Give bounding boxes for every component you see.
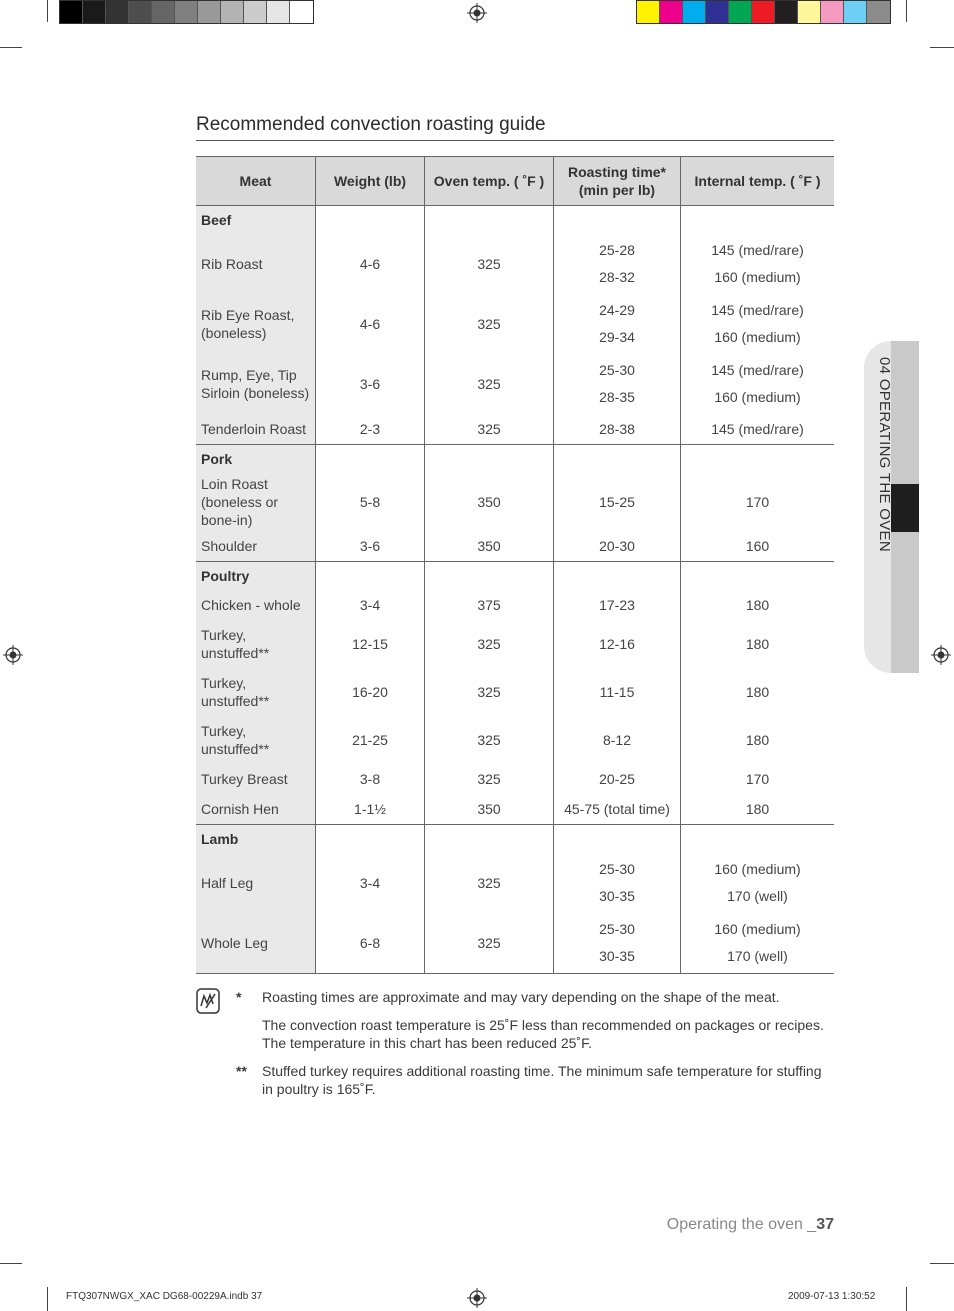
oven-temp-cell [425, 716, 554, 764]
meat-name: Rump, Eye, Tip Sirloin (boneless) [201, 367, 310, 401]
roasting-time-value: 30-35 [599, 888, 635, 904]
internal-temp-value: 170 [745, 494, 770, 510]
internal-temp-value: 180 [745, 597, 770, 613]
note-marker: * [236, 989, 242, 1005]
color-swatch [198, 1, 221, 23]
meat-cell [196, 794, 316, 825]
color-swatch [152, 1, 175, 23]
note-icon [196, 988, 220, 1014]
weight-cell [316, 531, 425, 562]
meat-name: Cornish Hen [201, 801, 279, 817]
empty-cell [425, 445, 554, 474]
roasting-time-cell [554, 473, 681, 531]
internal-temp-value: 160 [745, 538, 770, 554]
table-category-row [196, 562, 834, 591]
internal-temp-value: 145 (med/rare) [711, 421, 804, 437]
meat-cell [196, 294, 316, 354]
internal-temp-cell [681, 414, 835, 445]
roasting-time-value: 45-75 (total time) [564, 801, 670, 817]
color-swatch [267, 1, 290, 23]
internal-temp-cell [681, 794, 835, 825]
empty-cell [316, 445, 425, 474]
weight-cell [316, 414, 425, 445]
color-swatch [660, 1, 683, 23]
empty-cell [681, 445, 835, 474]
internal-temp-value: 170 (well) [727, 888, 788, 904]
internal-temp-value-stack [686, 856, 829, 910]
empty-cell [554, 562, 681, 591]
note-text: The convection roast temperature is 25˚F less than recommended on packages or recipes. The temperature in this chart has been reduced 25˚F. [262, 1017, 824, 1051]
oven-temp-value: 325 [477, 376, 501, 392]
internal-temp-value: 160 (medium) [714, 389, 801, 405]
header-weight: Weight (lb) [316, 157, 425, 206]
table-body [196, 206, 834, 974]
table-category-row [196, 825, 834, 854]
table-row [196, 473, 834, 531]
internal-temp-value: 145 (med/rare) [711, 362, 804, 378]
weight-cell [316, 354, 425, 414]
roasting-time-value: 20-30 [599, 538, 635, 554]
internal-temp-cell [681, 716, 835, 764]
oven-temp-value: 325 [477, 771, 501, 787]
meat-name: Turkey, unstuffed** [201, 627, 270, 661]
oven-temp-cell [425, 354, 554, 414]
table-row [196, 668, 834, 716]
internal-temp-cell [681, 913, 835, 974]
meat-name: Turkey, unstuffed** [201, 723, 270, 757]
registration-mark-icon [931, 645, 951, 665]
internal-temp-value: 160 (medium) [714, 921, 801, 937]
meat-name: Turkey Breast [201, 771, 288, 787]
meat-name: Loin Roast (boneless or bone-in) [201, 476, 279, 528]
roasting-time-value: 29-34 [599, 329, 635, 345]
empty-cell [681, 206, 835, 235]
roasting-time-value: 25-28 [599, 242, 635, 258]
roasting-time-value: 28-35 [599, 389, 635, 405]
roasting-time-value: 25-30 [599, 362, 635, 378]
color-swatch [867, 1, 890, 23]
roasting-time-value: 8-12 [602, 732, 632, 748]
category-name [196, 825, 316, 854]
oven-temp-cell [425, 473, 554, 531]
oven-temp-cell [425, 853, 554, 913]
meat-name: Turkey, unstuffed** [201, 675, 270, 709]
color-swatch [129, 1, 152, 23]
table-row [196, 531, 834, 562]
table-row [196, 414, 834, 445]
note-text: Stuffed turkey requires additional roasting time. The minimum safe temperature for stuffing in poultry is 165˚F. [262, 1063, 822, 1097]
weight-cell [316, 853, 425, 913]
title-divider [196, 140, 834, 141]
oven-temp-value: 350 [477, 801, 501, 817]
roasting-time-value-stack [559, 856, 675, 910]
roasting-time-cell [554, 234, 681, 294]
weight-value: 3-8 [359, 771, 381, 787]
empty-cell [316, 825, 425, 854]
meat-cell [196, 473, 316, 531]
color-swatch [775, 1, 798, 23]
meat-cell [196, 716, 316, 764]
color-swatch [60, 1, 83, 23]
crop-mark [930, 1263, 954, 1264]
section-tab-label: 04 OPERATING THE OVEN [876, 357, 893, 552]
meat-cell [196, 764, 316, 794]
empty-cell [425, 825, 554, 854]
oven-temp-value: 325 [477, 421, 501, 437]
table-row [196, 764, 834, 794]
weight-value: 16-20 [352, 684, 388, 700]
color-swatch [729, 1, 752, 23]
meat-name: Tenderloin Roast [201, 421, 307, 437]
roasting-time-value: 11-15 [599, 684, 635, 700]
roasting-time-value-stack [559, 297, 675, 351]
oven-temp-value: 350 [477, 538, 501, 554]
weight-cell [316, 716, 425, 764]
roasting-time-value: 30-35 [599, 948, 635, 964]
oven-temp-cell [425, 794, 554, 825]
category-label: Pork [201, 451, 233, 467]
table-header-row [196, 157, 834, 206]
roasting-time-cell [554, 294, 681, 354]
internal-temp-value: 180 [745, 801, 770, 817]
internal-temp-cell [681, 354, 835, 414]
note-text: Roasting times are approximate and may vary depending on the shape of the meat. [262, 989, 780, 1005]
note-item [236, 1062, 834, 1098]
meat-cell [196, 234, 316, 294]
oven-temp-value: 325 [477, 875, 501, 891]
weight-value: 6-8 [359, 935, 381, 951]
header-internal-temp: Internal temp. ( ˚F ) [681, 157, 835, 206]
color-swatch [683, 1, 706, 23]
registration-mark-icon [467, 1288, 487, 1308]
table-row [196, 913, 834, 974]
color-swatch [83, 1, 106, 23]
meat-name: Whole Leg [201, 935, 268, 951]
weight-cell [316, 668, 425, 716]
color-swatch [798, 1, 821, 23]
weight-value: 3-4 [359, 875, 381, 891]
roasting-time-cell [554, 354, 681, 414]
table-row [196, 354, 834, 414]
crop-mark [47, 0, 48, 22]
oven-temp-value: 375 [477, 597, 501, 613]
meat-cell [196, 620, 316, 668]
internal-temp-value-stack [686, 357, 829, 411]
roasting-guide-table [196, 156, 834, 974]
internal-temp-value: 180 [745, 636, 770, 652]
roasting-time-value: 20-25 [599, 771, 635, 787]
weight-value: 3-4 [359, 597, 381, 613]
meat-cell [196, 913, 316, 974]
meat-cell [196, 853, 316, 913]
oven-temp-cell [425, 414, 554, 445]
internal-temp-value: 180 [745, 684, 770, 700]
internal-temp-value: 160 (medium) [714, 329, 801, 345]
page-title: Recommended convection roasting guide [196, 114, 546, 135]
internal-temp-value: 180 [745, 732, 770, 748]
category-label: Beef [201, 212, 232, 228]
weight-cell [316, 590, 425, 620]
category-label: Poultry [201, 568, 250, 584]
meat-name: Rib Roast [201, 256, 263, 272]
crop-mark [0, 1263, 22, 1264]
weight-value: 21-25 [352, 732, 388, 748]
footer-label: Operating the oven _ [666, 1216, 817, 1233]
empty-cell [425, 562, 554, 591]
roasting-time-value: 25-30 [599, 861, 635, 877]
roasting-time-value: 28-32 [599, 269, 635, 285]
meat-name: Chicken - whole [201, 597, 301, 613]
internal-temp-value: 160 (medium) [714, 861, 801, 877]
internal-temp-value: 170 (well) [727, 948, 788, 964]
internal-temp-cell [681, 620, 835, 668]
color-swatch [637, 1, 660, 23]
weight-cell [316, 473, 425, 531]
roasting-time-value: 24-29 [599, 302, 635, 318]
weight-cell [316, 794, 425, 825]
empty-cell [681, 825, 835, 854]
category-label: Lamb [201, 831, 239, 847]
section-tab-marker [891, 484, 919, 532]
category-name [196, 562, 316, 591]
internal-temp-cell [681, 473, 835, 531]
empty-cell [554, 206, 681, 235]
oven-temp-value: 325 [477, 732, 501, 748]
weight-value: 2-3 [359, 421, 381, 437]
weight-value: 12-15 [352, 636, 388, 652]
oven-temp-cell [425, 620, 554, 668]
internal-temp-cell [681, 234, 835, 294]
color-swatch [175, 1, 198, 23]
print-slug-file: FTQ307NWGX_XAC DG68-00229A.indb 37 [66, 1291, 263, 1302]
oven-temp-value: 325 [477, 935, 501, 951]
weight-cell [316, 294, 425, 354]
internal-temp-cell [681, 531, 835, 562]
internal-temp-value-stack [686, 916, 829, 970]
category-name [196, 206, 316, 235]
oven-temp-cell [425, 234, 554, 294]
oven-temp-value: 325 [477, 256, 501, 272]
roasting-time-cell [554, 590, 681, 620]
weight-cell [316, 620, 425, 668]
meat-cell [196, 590, 316, 620]
registration-mark-icon [3, 645, 23, 665]
internal-temp-cell [681, 590, 835, 620]
color-swatch [844, 1, 867, 23]
roasting-time-value: 12-16 [599, 636, 635, 652]
note-marker: ** [236, 1063, 247, 1079]
roasting-time-value: 28-38 [599, 421, 635, 437]
roasting-time-cell [554, 764, 681, 794]
weight-value: 4-6 [359, 316, 381, 332]
crop-mark [0, 47, 22, 48]
crop-mark [47, 1287, 48, 1311]
weight-value: 5-8 [359, 494, 381, 510]
weight-cell [316, 764, 425, 794]
header-oven-temp: Oven temp. ( ˚F ) [425, 157, 554, 206]
note-item [236, 1016, 834, 1052]
notes [236, 988, 834, 1108]
weight-cell [316, 234, 425, 294]
crop-mark [906, 1287, 907, 1311]
weight-value: 1-1½ [354, 801, 386, 817]
internal-temp-value: 145 (med/rare) [711, 242, 804, 258]
oven-temp-cell [425, 913, 554, 974]
page-footer [667, 1216, 834, 1234]
color-swatch [706, 1, 729, 23]
oven-temp-value: 325 [477, 684, 501, 700]
internal-temp-value-stack [686, 237, 829, 291]
roasting-time-value: 15-25 [599, 494, 635, 510]
internal-temp-cell [681, 294, 835, 354]
header-roasting-time-line2: (min per lb) [578, 182, 656, 198]
empty-cell [681, 562, 835, 591]
crop-mark [906, 0, 907, 22]
oven-temp-cell [425, 531, 554, 562]
weight-value: 3-6 [359, 376, 381, 392]
internal-temp-value: 160 (medium) [714, 269, 801, 285]
oven-temp-cell [425, 668, 554, 716]
roasting-time-cell [554, 414, 681, 445]
empty-cell [316, 562, 425, 591]
oven-temp-cell [425, 590, 554, 620]
table-row [196, 620, 834, 668]
meat-name: Rib Eye Roast, (boneless) [201, 307, 295, 341]
note-item [236, 988, 834, 1006]
meat-cell [196, 531, 316, 562]
roasting-time-cell [554, 913, 681, 974]
crop-mark [930, 47, 954, 48]
empty-cell [554, 825, 681, 854]
color-swatch [221, 1, 244, 23]
page-number: 37 [816, 1216, 834, 1233]
roasting-time-cell [554, 794, 681, 825]
oven-temp-cell [425, 294, 554, 354]
table-row [196, 294, 834, 354]
table-row [196, 794, 834, 825]
meat-name: Shoulder [201, 538, 258, 554]
roasting-time-value-stack [559, 357, 675, 411]
roasting-time-cell [554, 853, 681, 913]
weight-value: 4-6 [359, 256, 381, 272]
oven-temp-cell [425, 764, 554, 794]
empty-cell [316, 206, 425, 235]
header-roasting-time [554, 157, 681, 206]
internal-temp-value: 170 [745, 771, 770, 787]
roasting-time-cell [554, 668, 681, 716]
internal-temp-cell [681, 853, 835, 913]
oven-temp-value: 325 [477, 316, 501, 332]
header-meat: Meat [196, 157, 316, 206]
table-row [196, 853, 834, 913]
color-swatch [752, 1, 775, 23]
color-calibration-bar [636, 0, 891, 24]
table-row [196, 590, 834, 620]
header-roasting-time-line1: Roasting time* [567, 164, 666, 180]
table-row [196, 234, 834, 294]
empty-cell [554, 445, 681, 474]
meat-cell [196, 354, 316, 414]
roasting-time-cell [554, 716, 681, 764]
meat-name: Half Leg [201, 875, 254, 891]
roasting-time-value-stack [559, 916, 675, 970]
table-category-row [196, 206, 834, 235]
empty-cell [425, 206, 554, 235]
meat-cell [196, 668, 316, 716]
table-category-row [196, 445, 834, 474]
internal-temp-value-stack [686, 297, 829, 351]
meat-cell [196, 414, 316, 445]
roasting-time-cell [554, 531, 681, 562]
color-swatch [821, 1, 844, 23]
note-marker [236, 1016, 262, 1052]
color-swatch [290, 1, 313, 23]
roasting-time-value: 25-30 [599, 921, 635, 937]
oven-temp-value: 350 [477, 494, 501, 510]
print-slug-date: 2009-07-13 1:30:52 [788, 1291, 876, 1302]
registration-mark-icon [467, 3, 487, 23]
color-swatch [244, 1, 267, 23]
color-swatch [106, 1, 129, 23]
table-row [196, 716, 834, 764]
internal-temp-value: 145 (med/rare) [711, 302, 804, 318]
weight-value: 3-6 [359, 538, 381, 554]
weight-cell [316, 913, 425, 974]
gray-calibration-bar [59, 0, 314, 24]
internal-temp-cell [681, 668, 835, 716]
roasting-time-value: 17-23 [599, 597, 635, 613]
internal-temp-cell [681, 764, 835, 794]
oven-temp-value: 325 [477, 636, 501, 652]
category-name [196, 445, 316, 474]
roasting-time-value-stack [559, 237, 675, 291]
roasting-time-cell [554, 620, 681, 668]
